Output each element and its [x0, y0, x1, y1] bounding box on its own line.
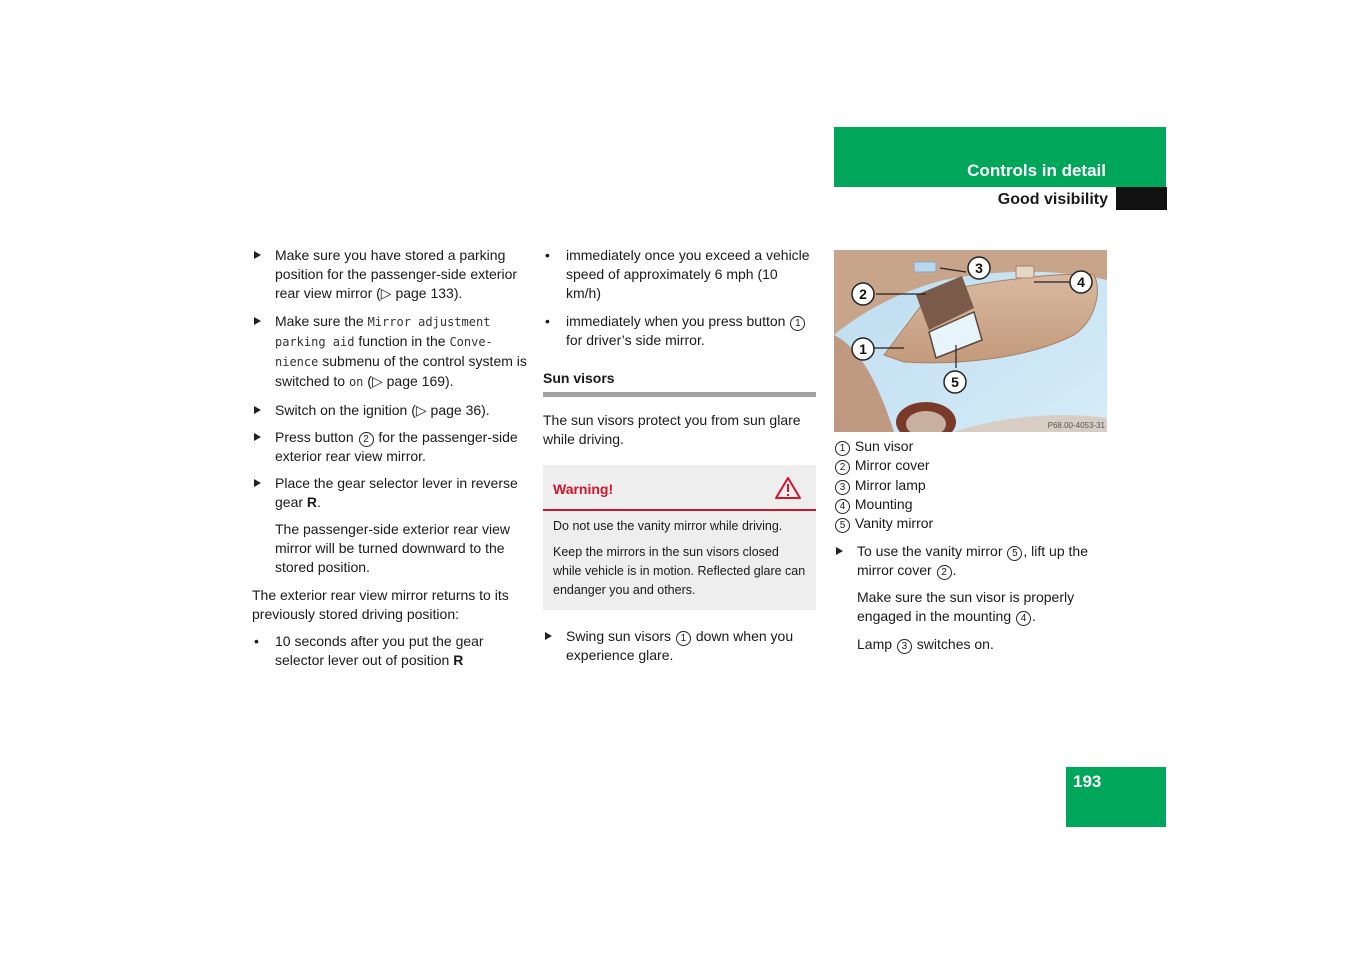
warning-triangle-icon — [774, 476, 802, 500]
callout-1-icon — [852, 338, 874, 360]
svg-text:3: 3 — [975, 260, 983, 276]
callout-number: 5 — [835, 518, 850, 533]
legend-item — [834, 495, 1109, 514]
callout-5-icon — [944, 371, 966, 393]
warning-text: Keep the mirrors in the sun visors closed while vehicle is in motion. Reflected glare can endanger you and others. — [553, 545, 806, 597]
step-arrow-icon — [254, 406, 261, 414]
callout-4-icon — [1070, 271, 1092, 293]
instruction-step: Press button 2 for the passenger-side exterior rear view mirror. — [252, 428, 527, 466]
callout-number: 1 — [676, 631, 691, 646]
body-paragraph: The exterior rear view mirror returns to its previously stored driving position: — [252, 587, 509, 622]
step-arrow-icon — [254, 433, 261, 441]
page-number-box — [1066, 767, 1166, 827]
instruction-step: Make sure the Mirror adjustment parking aid function in the Conve-nience submenu of the control system is switched to on (▷ page 169). — [252, 312, 527, 392]
legend-label: Mirror cover — [854, 457, 930, 474]
instruction-step: Place the gear selector lever in reverse gear R. — [252, 474, 527, 512]
legend-item — [834, 456, 1109, 475]
step-arrow-icon — [254, 251, 261, 259]
callout-2-icon — [852, 283, 874, 305]
callout-number: 1 — [790, 316, 805, 331]
bullet-icon: • — [545, 313, 550, 329]
page-ref-arrow-icon: ▷ — [371, 373, 383, 389]
column-1 — [252, 246, 527, 670]
callout-number: 2 — [937, 565, 952, 580]
legend-item — [834, 476, 1109, 495]
step-arrow-icon — [836, 547, 843, 555]
page-ref-arrow-icon: ▷ — [380, 285, 392, 301]
page-number: 193 — [1073, 772, 1102, 791]
step-arrow-icon — [254, 317, 261, 325]
callout-number: 4 — [1016, 611, 1031, 626]
bullet-icon: • — [545, 247, 550, 263]
instruction-step: Swing sun visors 1 down when you experience glare. — [543, 627, 816, 665]
legend-item — [834, 514, 1109, 533]
callout-number: 3 — [897, 639, 912, 654]
instruction-step: Switch on the ignition (▷ page 36). — [252, 401, 527, 420]
callout-number: 2 — [835, 460, 850, 475]
setting-value: on — [348, 375, 364, 389]
callout-number: 3 — [835, 480, 850, 495]
submenu-name: Conve-nience — [275, 335, 493, 369]
step-arrow-icon — [545, 632, 552, 640]
legend-item — [834, 437, 1109, 456]
legend-label: Mirror lamp — [854, 476, 926, 493]
step-result: The passenger-side exterior rear view mirror will be turned downward to the stored position. — [275, 521, 510, 575]
bullet-item: • 10 seconds after you put the gear selector lever out of position R — [254, 633, 484, 668]
svg-text:5: 5 — [951, 374, 959, 390]
callout-3-icon — [968, 257, 990, 279]
legend-label: Mounting — [854, 495, 913, 512]
warning-title: Warning! — [553, 481, 614, 497]
svg-text:1: 1 — [859, 341, 867, 357]
svg-text:2: 2 — [859, 286, 867, 302]
sun-visor-figure — [834, 250, 1107, 432]
svg-text:4: 4 — [1077, 274, 1085, 290]
step-result: Make sure the sun visor is properly engaged in the mounting 4 . — [857, 589, 1075, 625]
instruction-step: To use the vanity mirror 5 , lift up the mirror cover 2 . — [834, 542, 1109, 580]
warning-box — [543, 465, 816, 610]
callout-number: 2 — [359, 432, 374, 447]
legend-label: Sun visor — [854, 438, 914, 454]
step-arrow-icon — [254, 479, 261, 487]
page-ref-arrow-icon: ▷ — [415, 402, 427, 418]
bullet-icon: • — [254, 633, 259, 649]
warning-header — [543, 465, 816, 511]
column-3 — [834, 437, 1109, 654]
column-2 — [543, 246, 816, 665]
header-section-title: Controls in detail — [967, 161, 1106, 180]
sun-visor-illustration — [834, 250, 1107, 432]
instruction-step: Make sure you have stored a parking position for the passenger-side exterior rear view mirror (▷ page 133). — [252, 246, 527, 303]
bullet-item: • immediately once you exceed a vehicle speed of approximately 6 mph (10 km/h) — [545, 247, 810, 301]
menu-item-name: Mirror adjustment parking aid — [275, 315, 491, 349]
header-section-bar — [834, 127, 1166, 187]
section-heading: Sun visors — [543, 369, 816, 397]
step-result: Lamp 3 switches on. — [857, 636, 994, 653]
figure-legend — [834, 437, 1109, 533]
legend-label: Vanity mirror — [854, 515, 934, 532]
bullet-item: • immediately when you press button 1 for driver’s side mirror. — [543, 312, 816, 350]
header-black-tab — [1116, 187, 1167, 210]
body-paragraph: The sun visors protect you from sun glare while driving. — [543, 412, 801, 447]
callout-number: 1 — [835, 441, 850, 456]
callout-number: 5 — [1007, 546, 1022, 561]
warning-text: Do not use the vanity mirror while driving. — [553, 519, 783, 533]
callout-number: 4 — [835, 499, 850, 514]
header-subsection-title: Good visibility — [997, 191, 1108, 208]
figure-code: P68.00-4053-31 — [1047, 421, 1105, 430]
